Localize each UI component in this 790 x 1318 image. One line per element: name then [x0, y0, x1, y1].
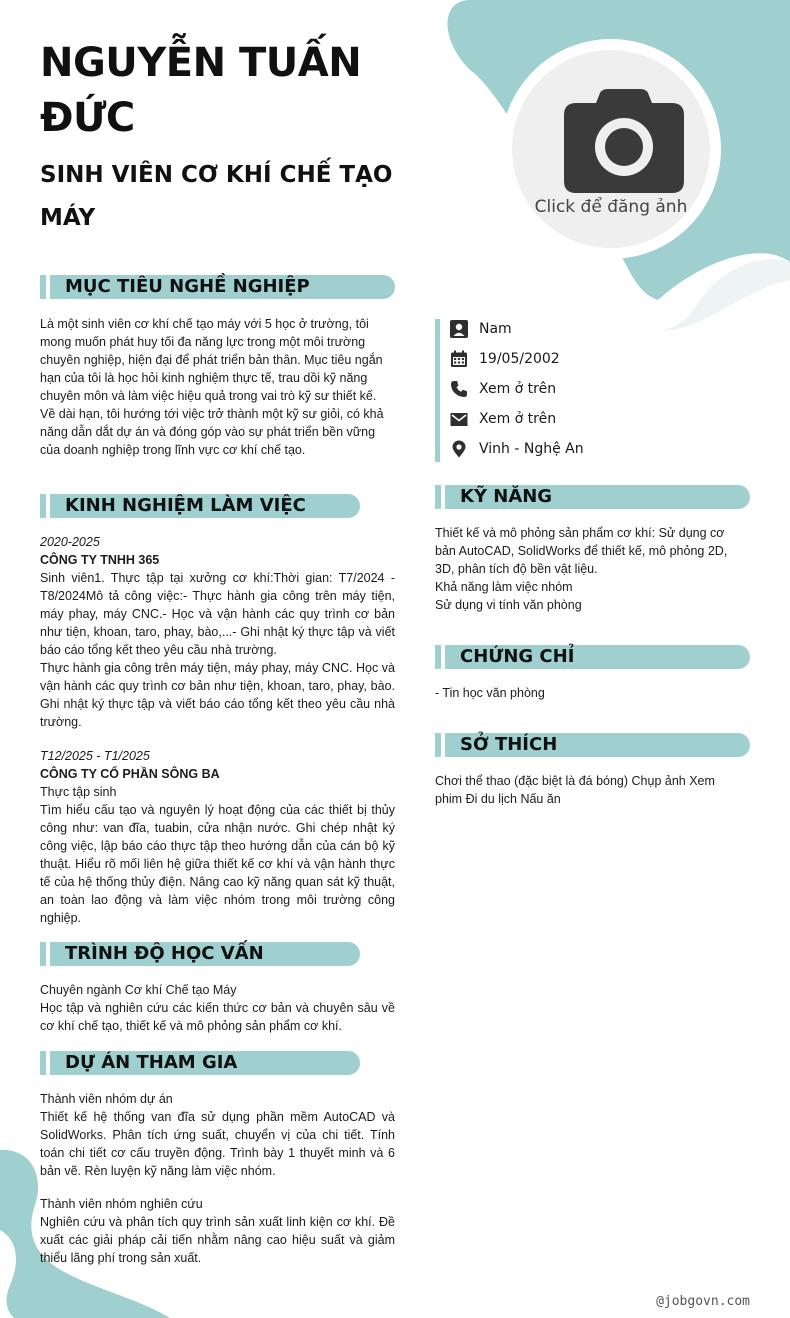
- location-icon: [450, 440, 468, 458]
- certificates-heading: CHỨNG CHỈ: [460, 646, 575, 667]
- education-heading: TRÌNH ĐỘ HỌC VẤN: [65, 943, 264, 964]
- contact-gender: Nam: [479, 321, 512, 337]
- projects-heading: DỰ ÁN THAM GIA: [65, 1052, 238, 1073]
- certificates-text: - Tin học văn phòng: [435, 686, 545, 700]
- project-item: [40, 1195, 395, 1267]
- experience-role: Thực tập sinh: [40, 785, 117, 799]
- job-title: SINH VIÊN CƠ KHÍ CHẾ TẠO MÁY: [40, 162, 393, 231]
- contact-email: Xem ở trên: [479, 411, 557, 427]
- objective-text: Là một sinh viên cơ khí chế tạo máy với 5 học ở trường, tôi mong muốn phát huy tối đa năng lực trong một môi trường chuyên nghiệp, hiện đại để phát triển bản thân. Mục tiêu ngắn hạn của tôi là học hỏi kinh nghiệm thực tế, trau dồi kỹ năng chuyên môn và làm việc hiệu quả trong vai trò kỹ sư thiết kế. Về dài hạn, tôi hướng tới việc trở thành một kỹ sư giỏi, có khả năng dẫn dắt dự án và đóng góp vào sự phát triển bền vững của doanh nghiệp trong lĩnh vực cơ khí chế tạo.: [40, 317, 384, 457]
- mail-icon: [450, 410, 468, 428]
- footer-watermark: @jobgovn.com: [656, 1294, 750, 1309]
- experience-item: [40, 747, 395, 927]
- project-role: Thành viên nhóm nghiên cứu: [40, 1197, 203, 1211]
- projects-list: [40, 1090, 395, 1267]
- objective-heading: MỤC TIÊU NGHỀ NGHIỆP: [65, 276, 310, 297]
- contact-birthday: 19/05/2002: [479, 351, 560, 367]
- photo-placeholder[interactable]: [512, 50, 710, 248]
- person-icon: [450, 320, 468, 338]
- skill-item: Sử dụng vi tính văn phòng: [435, 598, 582, 612]
- hobbies-heading: SỞ THÍCH: [460, 734, 558, 755]
- section-projects-heading: [40, 1051, 360, 1075]
- experience-details: Thực hành gia công trên máy tiện, máy phay, máy CNC. Học và vận hành các quy trình cơ bản như tiện, khoan, taro, phay, bào. Ghi nhật ký thực tập và viết báo cáo tổng kết theo yêu cầu nhà trường.: [40, 661, 395, 729]
- camera-icon: [564, 89, 684, 193]
- project-description: Nghiên cứu và phân tích quy trình sản xuất linh kiện cơ khí. Đề xuất các giải pháp cải tiến nhằm nâng cao hiệu suất và giảm thiểu lãng phí trong sản xuất.: [40, 1215, 395, 1265]
- contact-list: [435, 319, 680, 462]
- hobbies-text: Chơi thể thao (đặc biệt là đá bóng) Chụp ảnh Xem phim Đi du lịch Nấu ăn: [435, 774, 715, 806]
- photo-upload[interactable]: [501, 39, 721, 259]
- project-description: Thiết kế hệ thống van đĩa sử dụng phần mềm AutoCAD và SolidWorks. Phân tích ứng suất, chuyển vị của chi tiết. Tính toán chi tiết cơ cấu truyền động. Trình bày 1 thuyết minh và 6 bản vẽ. Rèn luyện kỹ năng làm việc nhóm.: [40, 1110, 395, 1178]
- contact-address: Vinh - Nghệ An: [479, 441, 584, 457]
- education-description: Học tập và nghiên cứu các kiến thức cơ bản và chuyên sâu về cơ khí chế tạo, thiết kế và mô phỏng sản phẩm cơ khí.: [40, 1001, 395, 1033]
- experience-period: 2020-2025: [40, 535, 100, 549]
- section-objective-heading: [40, 275, 395, 299]
- project-item: [40, 1090, 395, 1180]
- contact-phone: Xem ở trên: [479, 381, 557, 397]
- experience-description: Sinh viên1. Thực tập tại xưởng cơ khí:Thời gian: T7/2024 - T8/2024Mô tả công việc:- Thực hành gia công trên máy tiện, máy phay, máy CNC.- Học và vận hành các quy trình cơ bản như tiện, khoan, taro, phay, bào,...- Ghi nhật ký thực tập và viết báo cáo tổng kết theo yêu cầu nhà trường.: [40, 571, 395, 657]
- skills-list: [435, 524, 740, 614]
- education-block: [40, 981, 395, 1035]
- section-education-heading: [40, 942, 360, 966]
- experience-period: T12/2025 - T1/2025: [40, 749, 150, 763]
- project-role: Thành viên nhóm dự án: [40, 1092, 173, 1106]
- phone-icon: [450, 380, 468, 398]
- candidate-name: NGUYỄN TUẤN ĐỨC: [40, 40, 362, 141]
- experience-list: [40, 533, 395, 927]
- section-skills-heading: [435, 485, 750, 509]
- experience-company: CÔNG TY TNHH 365: [40, 553, 160, 567]
- skill-item: Thiết kế và mô phỏng sản phẩm cơ khí: Sử dụng cơ bản AutoCAD, SolidWorks để thiết kế, mô phỏng 2D, 3D, phân tích độ bền vật liệu.: [435, 526, 728, 576]
- experience-item: [40, 533, 395, 731]
- section-experience-heading: [40, 494, 360, 518]
- skills-heading: KỸ NĂNG: [460, 486, 553, 507]
- experience-heading: KINH NGHIỆM LÀM VIỆC: [65, 495, 306, 516]
- section-certificates-heading: [435, 645, 750, 669]
- experience-description: Tìm hiểu cấu tạo và nguyên lý hoạt động của các thiết bị thủy công như: van đĩa, tuabin, cửa nhận nước. Ghi chép nhật ký công việc, lập báo cáo thực tập theo hướng dẫn của cán bộ kỹ thuật. Hiểu rõ mối liên hệ giữa thiết kế cơ khí và vận hành thực tế của hệ thống thủy điện. Nâng cao kỹ năng quan sát kỹ thuật, an toàn lao động và làm việc nhóm trong môi trường công nghiệp.: [40, 803, 395, 925]
- photo-label: Click để đăng ảnh: [534, 197, 688, 217]
- skill-item: Khả năng làm việc nhóm: [435, 580, 573, 594]
- calendar-icon: [450, 350, 468, 368]
- section-hobbies-heading: [435, 733, 750, 757]
- education-major: Chuyên ngành Cơ khí Chế tạo Máy: [40, 983, 237, 997]
- experience-company: CÔNG TY CỔ PHẦN SÔNG BA: [40, 767, 220, 781]
